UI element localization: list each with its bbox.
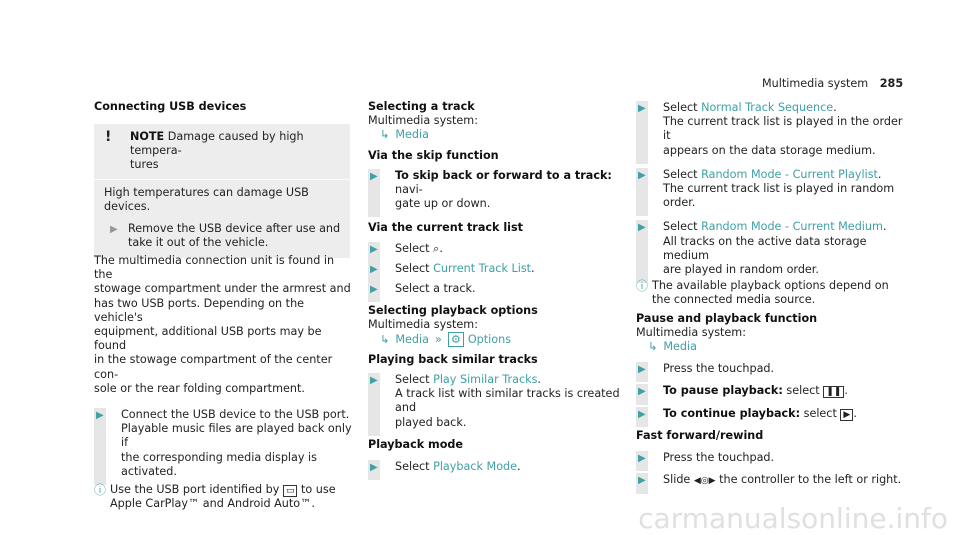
para-line: in the stowage compartment of the center con- <box>94 353 333 381</box>
step-arrow-icon: ▶ <box>370 243 378 255</box>
heading-pause: Pause and playback function <box>636 311 818 325</box>
step-arrow-icon: ▶ <box>638 386 646 398</box>
step-arrow-icon: ▶ <box>370 284 378 296</box>
right-column <box>636 101 906 488</box>
step-item: ▶ To pause playback: select ❚❚ . <box>636 384 906 398</box>
step-item <box>94 408 356 479</box>
step-item <box>368 282 630 296</box>
step-text: Select <box>395 261 430 275</box>
step-arrow-icon: ▶ <box>96 410 104 422</box>
step-text: Press the touchpad. <box>663 362 775 376</box>
step-text-2: the controller to the left or right. <box>719 473 902 487</box>
left-body <box>94 254 356 511</box>
step-item: ▶ Select Normal Track Sequence. The current track list is played in the order it appears on the data storage medium. <box>636 101 906 158</box>
step-bold: To continue playback: <box>663 406 801 420</box>
step-arrow-icon: ▶ <box>638 408 646 420</box>
play-icon: ▶ <box>840 409 853 421</box>
step-text: navi- <box>395 183 423 197</box>
step-text: Select <box>663 167 698 181</box>
path-arrow-icon: ↳ <box>380 128 390 142</box>
note-box <box>94 124 350 258</box>
step-arrow-icon: ▶ <box>638 103 646 114</box>
tip-text: Use the USB port identified by <box>110 483 280 497</box>
note-label: NOTE <box>130 130 165 143</box>
media-link[interactable]: Media <box>395 332 429 346</box>
step-item <box>636 473 906 488</box>
section-heading: Connecting USB devices <box>94 100 247 113</box>
system-label: Multimedia system: <box>368 114 478 128</box>
search-icon: ⌕ <box>433 241 440 255</box>
step-text-2: The current track list is played in random <box>663 182 895 196</box>
step-text: Select a track. <box>395 282 476 296</box>
heading-playback-mode: Playback mode <box>368 437 463 451</box>
page-number: 285 <box>879 77 904 90</box>
heading-skip: Via the skip function <box>368 148 499 162</box>
page-header <box>762 77 903 91</box>
note-title-text-2: tures <box>130 158 159 172</box>
note-step <box>104 222 342 250</box>
usb-port-icon: ▭ <box>283 485 298 497</box>
step-bold: To skip back or forward to a track: <box>395 168 612 182</box>
chapter-title: Multimedia system <box>762 77 869 90</box>
heading-fast-forward: Fast forward/rewind <box>636 428 764 442</box>
para-line: equipment, additional USB ports may be found <box>94 325 322 353</box>
controller-slide-icon: ◀◎▶ <box>693 476 716 487</box>
path-arrow-icon: ↳ <box>648 340 658 354</box>
note-body <box>94 180 350 259</box>
random-playlist-link[interactable]: Random Mode - Current Playlist <box>701 167 878 181</box>
step-text: Select <box>663 101 698 114</box>
paragraph <box>94 254 356 396</box>
warning-icon: ! <box>105 129 112 145</box>
step-bold: To pause playback: <box>663 384 783 398</box>
step-text: select <box>803 406 837 420</box>
normal-sequence-link[interactable]: Normal Track Sequence <box>701 101 834 114</box>
para-line: sole or the rear folding compartment. <box>94 381 305 395</box>
tip-text: The available playback options depend on <box>652 279 889 293</box>
note-title-text: Damage caused by high tempera- <box>130 130 304 158</box>
tip-text-2: to use <box>301 483 336 497</box>
random-medium-link[interactable]: Random Mode - Current Medium <box>701 220 883 234</box>
heading-track-list: Via the current track list <box>368 221 524 235</box>
step-text-2: A track list with similar tracks is created and <box>395 387 620 415</box>
media-link[interactable]: Media <box>663 340 697 354</box>
step-text: Slide <box>663 473 691 487</box>
watermark: carmanualsonline.info <box>638 502 948 535</box>
step-text: select <box>786 384 820 398</box>
step-text-3: order. <box>663 196 696 210</box>
step-arrow-icon: ▶ <box>370 263 378 275</box>
step-item <box>636 451 906 465</box>
current-track-list-link[interactable]: Current Track List <box>433 261 532 275</box>
step-arrow-icon: ▶ <box>370 375 378 387</box>
step-text-3: appears on the data storage medium. <box>663 143 876 157</box>
middle-column <box>368 100 630 474</box>
double-arrow-icon: » <box>434 332 442 346</box>
step-item: ▶ Select Playback Mode. <box>368 460 630 474</box>
step-arrow-icon: ▶ <box>110 224 118 236</box>
step-item: ▶ Select Current Track List. <box>368 262 630 276</box>
step-text: Select <box>395 241 430 255</box>
step-item <box>368 169 630 212</box>
step-text-3: the corresponding media display is activated. <box>121 450 317 478</box>
pause-icon: ❚❚ <box>823 386 844 398</box>
note-title <box>94 124 350 179</box>
left-column <box>94 100 356 114</box>
step-text: Select <box>663 220 698 234</box>
tip-text-2: the connected media source. <box>652 293 816 307</box>
para-line: stowage compartment under the armrest and <box>94 282 351 296</box>
step-text-3: played back. <box>395 415 467 429</box>
heading-playback-options: Selecting playback options <box>368 304 538 318</box>
step-arrow-icon: ▶ <box>638 453 646 465</box>
step-text-2: All tracks on the active data storage medium <box>663 234 867 262</box>
heading-similar: Playing back similar tracks <box>368 352 538 366</box>
info-icon: ⓘ <box>636 279 649 294</box>
menu-path <box>368 128 630 142</box>
step-text-2: The current track list is played in the order it <box>663 115 903 143</box>
step-arrow-icon: ▶ <box>370 462 378 474</box>
step-text-2: Playable music files are played back only if <box>121 422 352 450</box>
note-step-text-2: take it out of the vehicle. <box>128 236 269 250</box>
menu-path <box>636 340 906 354</box>
menu-path <box>368 333 630 347</box>
step-arrow-icon: ▶ <box>638 475 646 487</box>
step-text-2: gate up or down. <box>395 197 491 211</box>
step-arrow-icon: ▶ <box>370 170 378 182</box>
tip <box>636 279 906 307</box>
path-arrow-icon: ↳ <box>380 332 390 346</box>
system-label: Multimedia system: <box>368 318 478 332</box>
para-line: has two USB ports. Depending on the vehicle's <box>94 296 305 324</box>
step-item: ▶ Select Random Mode - Current Playlist. The current track list is played in random order. <box>636 168 906 211</box>
para-line: The multimedia connection unit is found in the <box>94 254 335 282</box>
note-body-text: High temperatures can damage USB devices. <box>104 185 309 213</box>
system-label: Multimedia system: <box>636 325 746 339</box>
playback-mode-link[interactable]: Playback Mode <box>433 460 518 474</box>
step-item: ▶ Select Play Similar Tracks. A track list with similar tracks is created and played back. <box>368 373 630 430</box>
step-text: Select <box>395 373 430 387</box>
options-link[interactable]: Options <box>467 332 512 346</box>
step-text: Press the touchpad. <box>663 451 775 465</box>
info-icon: ⓘ <box>94 483 107 498</box>
step-item: ▶ Select ⌕. <box>368 242 630 256</box>
play-similar-link[interactable]: Play Similar Tracks <box>433 373 538 387</box>
media-link[interactable]: Media <box>395 128 429 142</box>
step-text: Select <box>395 460 430 474</box>
step-text-3: are played in random order. <box>663 263 819 277</box>
tip <box>94 483 356 511</box>
heading-selecting-track: Selecting a track <box>368 100 475 113</box>
tip-text-3: Apple CarPlay™ and Android Auto™. <box>110 497 315 511</box>
step-text: Connect the USB device to the USB port. <box>121 408 350 422</box>
step-item <box>636 362 906 376</box>
step-arrow-icon: ▶ <box>638 222 646 234</box>
step-item: ▶ To continue playback: select ▶ . <box>636 407 906 421</box>
note-step-text: Remove the USB device after use and <box>128 222 341 236</box>
step-arrow-icon: ▶ <box>638 364 646 376</box>
gear-icon: ⚙ <box>448 332 464 347</box>
step-arrow-icon: ▶ <box>638 169 646 181</box>
step-item: ▶ Select Random Mode - Current Medium. All tracks on the active data storage medium are played in random order. <box>636 220 906 277</box>
